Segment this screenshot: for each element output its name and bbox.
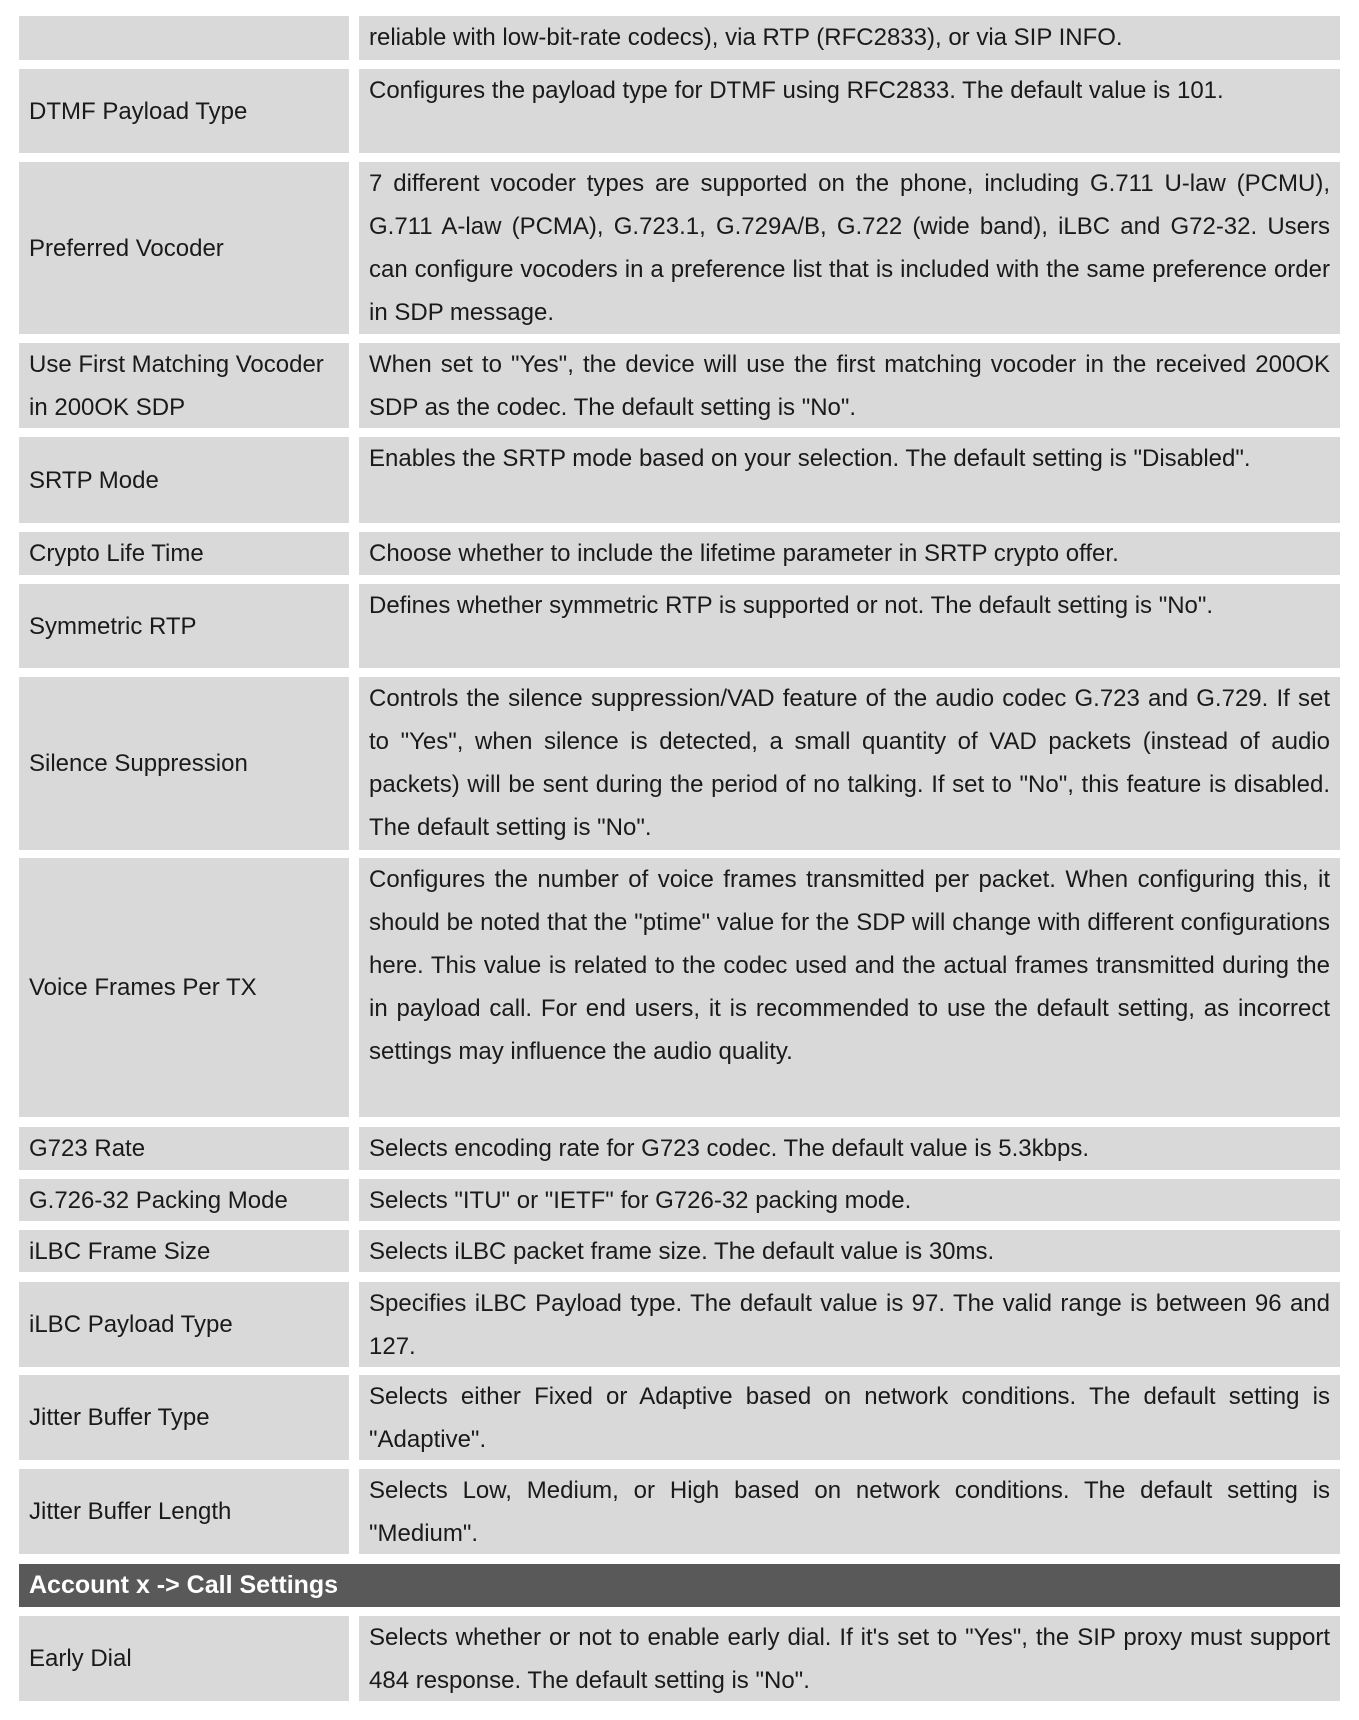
setting-description: Specifies iLBC Payload type. The default value is 97. The valid range is between 96 and 127. <box>359 1282 1340 1367</box>
setting-description: Choose whether to include the lifetime parameter in SRTP crypto offer. <box>359 532 1340 575</box>
setting-name: Silence Suppression <box>19 677 349 850</box>
table-row <box>19 677 1340 850</box>
table-row <box>19 532 1340 575</box>
table-row <box>19 1179 1340 1221</box>
setting-description: Controls the silence suppression/VAD feature of the audio codec G.723 and G.729. If set to "Yes", when silence is detected, a small quantity of VAD packets (instead of audio packets) will be sent during the period of no talking. If set to "No", this feature is disabled. The default setting is "No". <box>359 677 1340 850</box>
setting-description: Selects whether or not to enable early dial. If it's set to "Yes", the SIP proxy must support 484 response. The default setting is "No". <box>359 1616 1340 1701</box>
setting-name: Crypto Life Time <box>19 532 349 575</box>
setting-name: DTMF Payload Type <box>19 69 349 153</box>
table-row <box>19 1230 1340 1272</box>
setting-description: Configures the payload type for DTMF using RFC2833. The default value is 101. <box>359 69 1340 153</box>
setting-description: reliable with low-bit-rate codecs), via RTP (RFC2833), or via SIP INFO. <box>359 16 1340 60</box>
setting-description: Configures the number of voice frames transmitted per packet. When configuring this, it should be noted that the "ptime" value for the SDP will change with different configurations here. This value is related to the codec used and the actual frames transmitted during the in payload call. For end users, it is recommended to use the default setting, as incorrect settings may influence the audio quality. <box>359 858 1340 1117</box>
setting-description: Selects encoding rate for G723 codec. The default value is 5.3kbps. <box>359 1127 1340 1170</box>
table-row <box>19 1375 1340 1460</box>
setting-description: Selects Low, Medium, or High based on network conditions. The default setting is "Medium". <box>359 1469 1340 1554</box>
setting-name: Voice Frames Per TX <box>19 858 349 1117</box>
setting-description: Selects iLBC packet frame size. The default value is 30ms. <box>359 1230 1340 1272</box>
setting-description: Selects "ITU" or "IETF" for G726-32 packing mode. <box>359 1179 1340 1221</box>
setting-name: Preferred Vocoder <box>19 162 349 334</box>
table-row <box>19 1469 1340 1554</box>
setting-description: Enables the SRTP mode based on your selection. The default setting is "Disabled". <box>359 437 1340 523</box>
table-row <box>19 16 1340 60</box>
table-row <box>19 1282 1340 1367</box>
setting-description: 7 different vocoder types are supported on the phone, including G.711 U-law (PCMU), G.711 A-law (PCMA), G.723.1, G.729A/B, G.722 (wide band), iLBC and G72-32. Users can configure vocoders in a preference list that is included with the same preference order in SDP message. <box>359 162 1340 334</box>
table-row <box>19 584 1340 668</box>
section-header: Account x -> Call Settings <box>19 1564 1340 1607</box>
table-row <box>19 1616 1340 1701</box>
setting-name: iLBC Frame Size <box>19 1230 349 1272</box>
table-row <box>19 858 1340 1117</box>
setting-name: Use First Matching Vocoder in 200OK SDP <box>19 343 349 428</box>
setting-name: G723 Rate <box>19 1127 349 1170</box>
table-row <box>19 343 1340 428</box>
setting-description: Selects either Fixed or Adaptive based on network conditions. The default setting is "Adaptive". <box>359 1375 1340 1460</box>
setting-name: G.726-32 Packing Mode <box>19 1179 349 1221</box>
setting-name: Early Dial <box>19 1616 349 1701</box>
setting-description: When set to "Yes", the device will use the first matching vocoder in the received 200OK SDP as the codec. The default setting is "No". <box>359 343 1340 428</box>
table-row <box>19 69 1340 153</box>
setting-name <box>19 16 349 60</box>
setting-name: Jitter Buffer Type <box>19 1375 349 1460</box>
setting-name: iLBC Payload Type <box>19 1282 349 1367</box>
setting-name: SRTP Mode <box>19 437 349 523</box>
table-row <box>19 1127 1340 1170</box>
table-row <box>19 437 1340 523</box>
setting-name: Symmetric RTP <box>19 584 349 668</box>
setting-description: Defines whether symmetric RTP is supported or not. The default setting is "No". <box>359 584 1340 668</box>
setting-name: Jitter Buffer Length <box>19 1469 349 1554</box>
table-row <box>19 162 1340 334</box>
